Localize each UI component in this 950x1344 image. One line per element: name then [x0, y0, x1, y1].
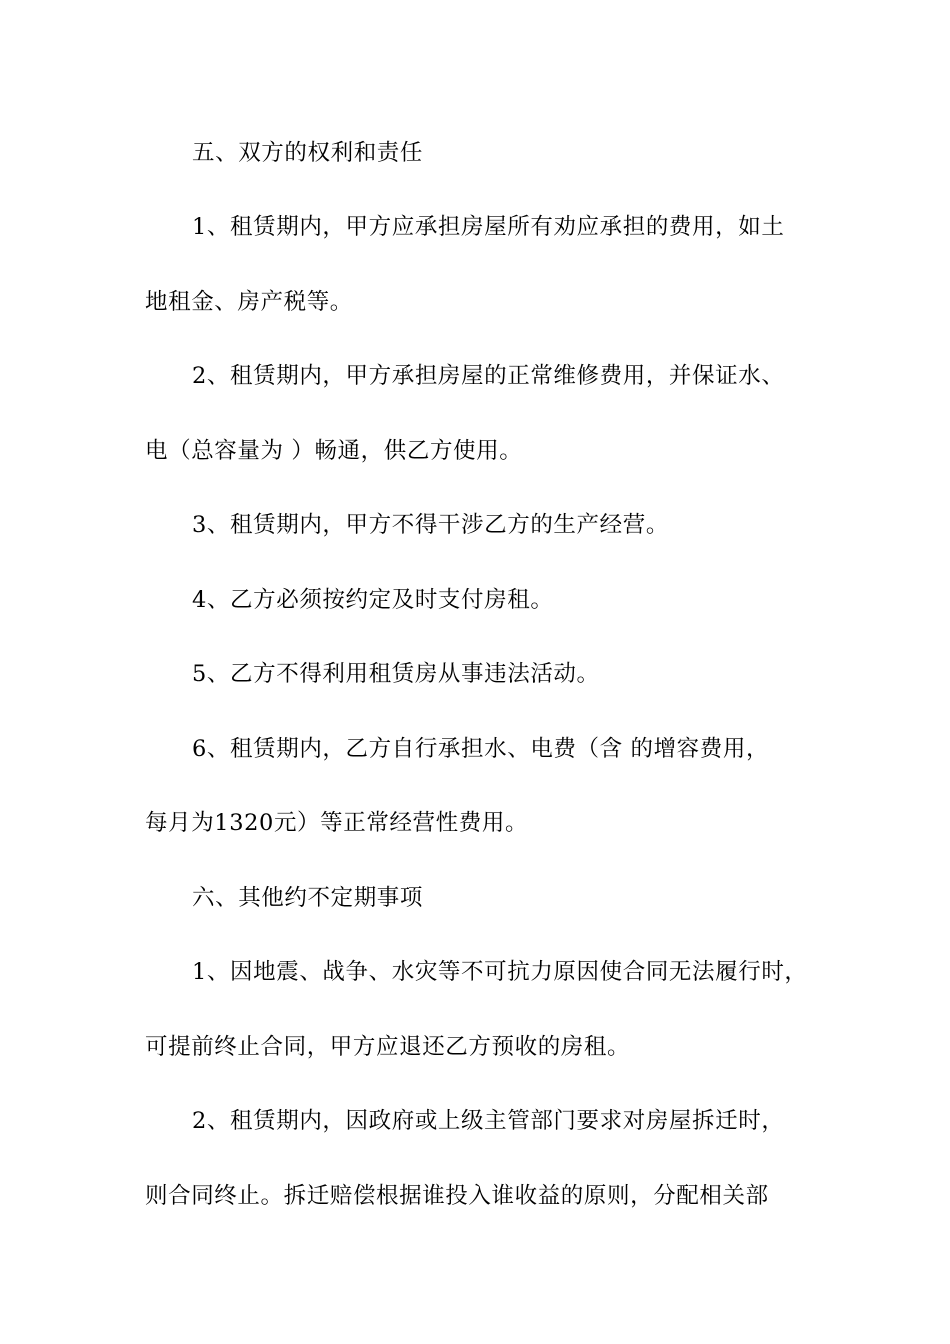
paragraph-line: 5、乙方不得利用租赁房从事违法活动。 — [192, 661, 600, 687]
paragraph-line: 2、租赁期内，因政府或上级主管部门要求对房屋拆迁时， — [192, 1108, 785, 1134]
paragraph-line: 3、租赁期内，甲方不得干涉乙方的生产经营。 — [192, 512, 669, 538]
paragraph-line: 则合同终止。拆迁赔偿根据谁投入谁收益的原则，分配相关部 — [145, 1183, 769, 1209]
paragraph-line: 4、乙方必须按约定及时支付房租。 — [192, 587, 554, 613]
paragraph-line: 地租金、房产税等。 — [145, 289, 353, 315]
paragraph-line: 电（总容量为 ）畅通，供乙方使用。 — [145, 438, 523, 464]
section-heading-rights: 五、双方的权利和责任 — [192, 140, 424, 166]
paragraph-line: 2、租赁期内，甲方承担房屋的正常维修费用，并保证水、 — [192, 363, 785, 389]
paragraph-line: 1、租赁期内，甲方应承担房屋所有劝应承担的费用，如土 — [192, 214, 785, 240]
paragraph-line: 6、租赁期内，乙方自行承担水、电费（含 的增容费用， — [192, 736, 770, 762]
paragraph-line: 1、因地震、战争、水灾等不可抗力原因使合同无法履行时， — [192, 959, 808, 985]
section-heading-other-matters: 六、其他约不定期事项 — [192, 885, 424, 911]
paragraph-line: 每月为1320元）等正常经营性费用。 — [145, 810, 529, 836]
paragraph-line: 可提前终止合同，甲方应退还乙方预收的房租。 — [145, 1034, 631, 1060]
